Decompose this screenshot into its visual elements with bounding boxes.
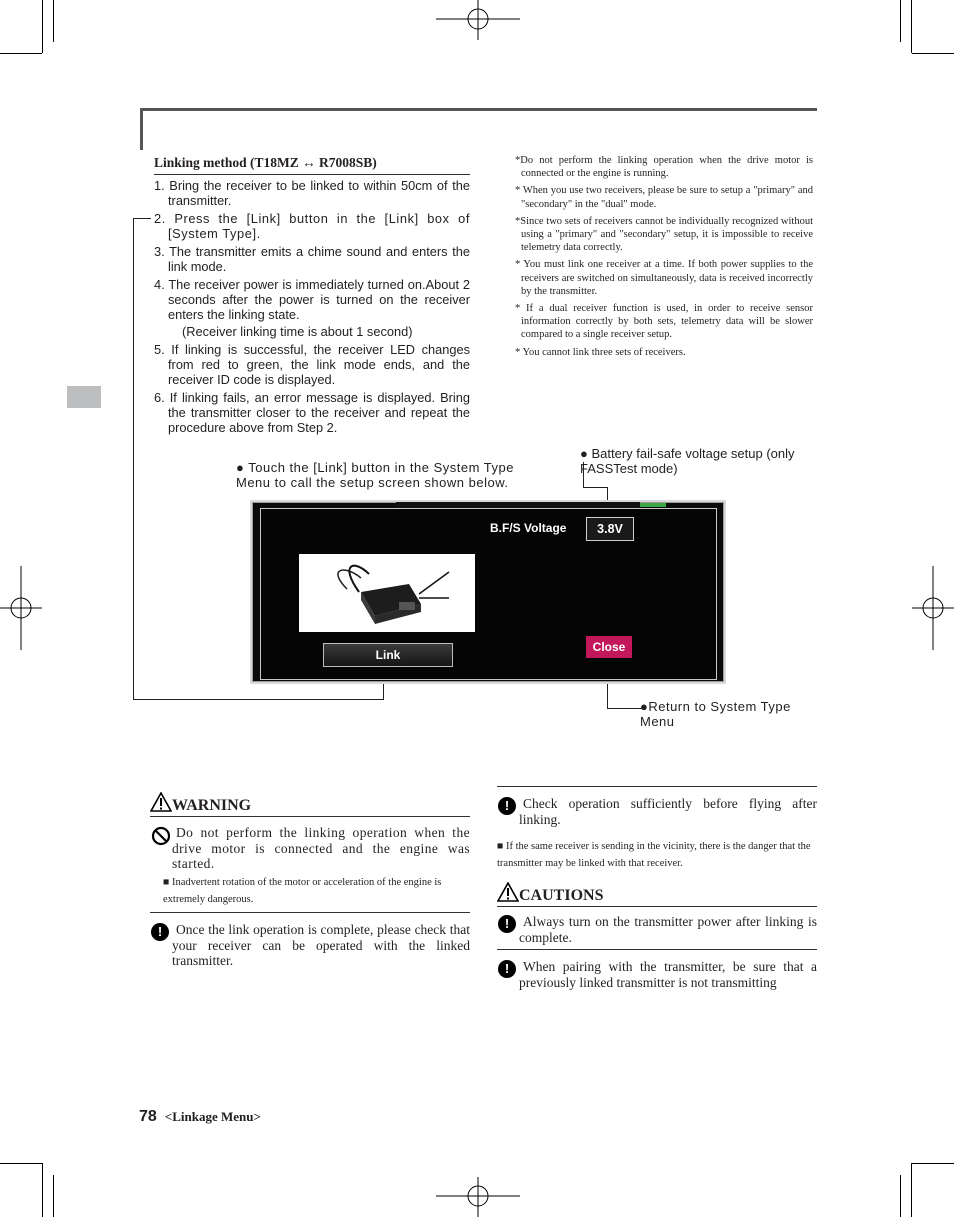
exclamation-icon: ! bbox=[498, 797, 516, 815]
warning-heading-text: WARNING bbox=[172, 797, 252, 814]
right-box-top-line bbox=[497, 786, 817, 787]
exclamation-icon: ! bbox=[151, 923, 169, 941]
screen-green-indicator bbox=[640, 503, 666, 507]
cautions-heading-text: CAUTIONS bbox=[519, 887, 604, 904]
section-title: Linking method (T18MZ ↔ R7008SB) bbox=[154, 155, 470, 175]
steps-list bbox=[154, 178, 470, 438]
step-3: 3. The transmitter emits a chime sound and enters the link mode. bbox=[154, 244, 470, 274]
connector-line bbox=[133, 218, 134, 700]
connector-line bbox=[583, 487, 608, 488]
bfs-voltage-label: B.F/S Voltage bbox=[490, 521, 567, 535]
warning-item-2: Once the link operation is complete, please check that your receiver can be operated with the linked transmitter. bbox=[172, 922, 470, 968]
footer-section: <Linkage Menu> bbox=[164, 1109, 261, 1124]
step-2: 2. Press the [Link] button in the [Link] box of [System Type]. bbox=[154, 211, 470, 241]
caution-item-1: Always turn on the transmitter power after linking is complete. bbox=[519, 914, 817, 945]
prohibited-icon bbox=[151, 826, 171, 851]
close-button[interactable]: Close bbox=[586, 636, 632, 658]
callout-return: ●Return to System Type Menu bbox=[640, 699, 791, 729]
step-1: 1. Bring the receiver to be linked to within 50cm of the transmitter. bbox=[154, 178, 470, 208]
cautions-heading bbox=[497, 882, 817, 907]
step-5: 5. If linking is successful, the receiver LED changes from red to green, the link mode ends, and the receiver ID code is displayed. bbox=[154, 342, 470, 387]
right-item-1-sub: ■ If the same receiver is sending in the vicinity, there is the danger that the transmitter may be linked with that receiver. bbox=[497, 841, 811, 869]
note-5: * If a dual receiver function is used, in order to receive sensor information correctly by both sets, telemetry data will be slower compared to a single receiver setup. bbox=[515, 303, 813, 341]
side-tab bbox=[67, 386, 101, 408]
note-3: *Since two sets of receivers cannot be individually recognized without using a "primary" and "secondary" setup, it is impossible to receive telemetry data correctly. bbox=[515, 215, 813, 254]
warning-divider bbox=[150, 912, 470, 913]
note-4: * You must link one receiver at a time. If both power supplies to the receivers are switched on simultaneously, data is received incorrectly by the transmitter. bbox=[515, 259, 813, 297]
step-4 bbox=[154, 277, 470, 339]
header-bar bbox=[140, 108, 817, 111]
warning-triangle-icon bbox=[497, 882, 519, 902]
cautions-divider bbox=[497, 949, 817, 950]
receiver-image bbox=[299, 554, 475, 632]
step-4-text: 4. The receiver power is immediately turned on.About 2 seconds after the power is turned on the receiver enters the linking state. bbox=[154, 277, 470, 322]
header-bar-left bbox=[140, 108, 143, 150]
exclamation-icon: ! bbox=[498, 915, 516, 933]
step-6: 6. If linking fails, an error message is displayed. Bring the transmitter closer to the receiver and repeat the procedure above from Step 2. bbox=[154, 390, 470, 435]
note-2: * When you use two receivers, please be sure to setup a "primary" and "secondary" in the "dual" mode. bbox=[515, 185, 813, 210]
callout-battery: ● Battery fail-safe voltage setup (only FASSTest mode) bbox=[580, 446, 795, 476]
connector-line bbox=[133, 699, 384, 700]
warning-item-1-sub: ■ Inadvertent rotation of the motor or acceleration of the engine is extremely dangerous. bbox=[163, 877, 442, 905]
page-number: 78 bbox=[139, 1108, 157, 1125]
notes-list bbox=[515, 154, 813, 363]
footer bbox=[139, 1108, 261, 1126]
callout-touch: ● Touch the [Link] button in the System Type Menu to call the setup screen shown below. bbox=[236, 460, 514, 490]
note-6: * You cannot link three sets of receivers. bbox=[515, 346, 686, 358]
warning-heading bbox=[150, 792, 470, 817]
warning-item-1: Do not perform the linking operation when the drive motor is connected and the engine was started. bbox=[172, 825, 470, 871]
connector-line bbox=[133, 218, 151, 219]
right-item-1: Check operation sufficiently before flying after linking. bbox=[519, 796, 817, 827]
note-1: *Do not perform the linking operation when the drive motor is connected or the engine is running. bbox=[515, 155, 813, 180]
caution-item-2: When pairing with the transmitter, be sure that a previously linked transmitter is not transmitting bbox=[519, 959, 817, 990]
link-button[interactable]: Link bbox=[323, 643, 453, 667]
step-4-note: (Receiver linking time is about 1 second) bbox=[182, 324, 413, 339]
bfs-voltage-button[interactable]: 3.8V bbox=[586, 517, 634, 541]
warning-triangle-icon bbox=[150, 792, 172, 812]
exclamation-icon: ! bbox=[498, 960, 516, 978]
